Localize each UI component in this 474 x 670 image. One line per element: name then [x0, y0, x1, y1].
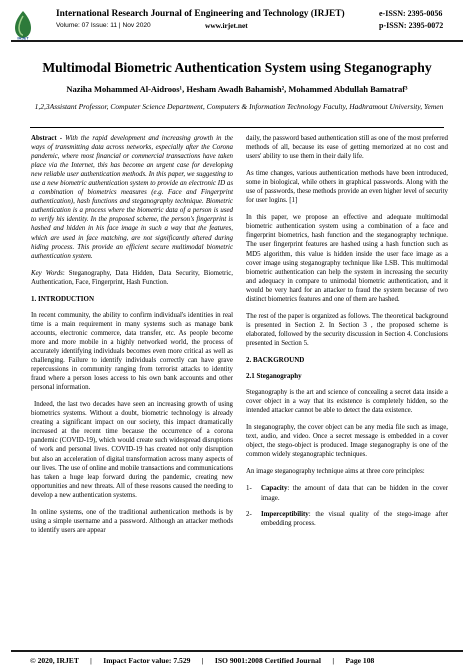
p-issn: p-ISSN: 2395-0072 — [379, 21, 444, 30]
list-item — [246, 484, 448, 502]
list-term: Imperceptibility — [261, 510, 309, 518]
page-header — [0, 0, 474, 50]
page-footer: © 2020, IRJET | Impact Factor value: 7.529 | ISO 9001:2008 Certified Journal | Page 108 — [30, 656, 375, 665]
section-heading-introduction: 1. INTRODUCTION — [31, 294, 95, 303]
journal-website[interactable]: www.irjet.net — [205, 21, 248, 30]
right-paragraph-1: daily, the password based authentication still as one of the most preferred methods of all, because its ease of getting memorized at no cost and users' ability to use them in their daily life. — [246, 135, 449, 161]
affiliation-rule — [30, 127, 444, 128]
abstract-label: Abstract - — [31, 135, 63, 142]
right-paragraph-4: The rest of the paper is organized as follows. The theoretical background is presented in Section 2. In Section 3 , the proposed scheme is elaborated, followed by the security discussion in Section 4. Conclusions presented in Section 5. — [246, 312, 448, 347]
section-heading-background: 2. BACKGROUND — [246, 355, 305, 364]
left-column — [31, 134, 233, 543]
list-number: 2- — [246, 510, 252, 518]
author-affiliation: 1,2,3Assistant Professor, Computer Science Department, Computers & Information Technology Faculty, Hadhramout University, Yemen — [34, 102, 444, 111]
list-text: : the visual quality of the stego-image after embedding process. — [261, 510, 448, 527]
list-term: Capacity — [261, 485, 288, 493]
intro-paragraph-1: In recent community, the ability to confirm individual's identities in real time is a main requirement in many systems such as manage bank accounts, electronic commerce, data transfer, etc. As people become more and more mobile in a highly networked world, the process of accurately identifying individuals becomes even more critical as well as challenging. Failure to identify individuals correctly can have grave repercussions in community ranging from terrorist attacks to identity fraud where a person loses access to his own bank accounts and other personal information. — [31, 311, 233, 392]
abstract — [31, 134, 233, 261]
logo-text: IRJET — [17, 35, 29, 40]
right-column — [246, 134, 448, 535]
list-text: : the amount of data that can be hidden in the cover image. — [261, 485, 448, 502]
steganography-paragraph-3: An image steganography technique aims at three core principles: — [246, 468, 425, 476]
list-number: 1- — [246, 485, 252, 493]
paper-authors: Naziha Mohammed Al-Aidroos¹, Hesham Awadh Bahamish², Mohammed Abdullah Bamatraf³ — [66, 84, 408, 94]
e-issn: e-ISSN: 2395-0056 — [379, 9, 443, 18]
keywords — [31, 269, 233, 287]
steganography-paragraph-2: In steganography, the cover object can be any media file such as image, text, audio, and video. Once a secret message is embedded in a cover object, the stego-object is produced. Image steganography is one of the common widely steganographic techniques. — [246, 424, 448, 459]
abstract-text: With the rapid development and increasing growth in the ways of transmitting data across networks, especially after the Corona pandemic, where most financial or commercial transactions have taken place via the Internet, this has become an urgent case for developing new reliable user authentication methods. In this paper, we suggesting to use a new biometric authentication system to provide an electronic ID as a combination of biometrics measures (e.g. Face and Fingerprint authentication), hash functions and steganography technique. Biometric authentication is a process where the biometric data of a person is used to verify his identity. In the proposed scheme, the person's fingerprint is hashed and hidden in his face image in such a way that the features, which are used in face matching, are not significantly altered during hiding process. This provide an efficient secure multimodal biometric authentication system. — [31, 135, 233, 260]
paper-title: Multimodal Biometric Authentication System using Steganography — [42, 60, 432, 75]
section-heading-steganography: 2.1 Steganography — [246, 372, 302, 381]
volume-line: Volume: 07 Issue: 11 | Nov 2020 — [56, 22, 151, 29]
footer-rule — [11, 650, 463, 652]
steganography-paragraph-1: Steganography is the art and science of concealing a secret data inside a cover object in a way that its existence is completely hidden, so the intended attacker cannot be able to detect the data existence. — [246, 389, 448, 415]
irjet-logo-icon — [11, 10, 35, 40]
principles-list — [246, 484, 448, 527]
keywords-text: : Steganography, Data Hidden, Data Security, Biometric, Authentication, Face, Fingerprint, Hash Function. — [31, 269, 233, 286]
keywords-label: Key Words — [31, 269, 63, 277]
intro-paragraph-2: Indeed, the last two decades have seen an increasing growth of using biometrics systems. Without a doubt, biometric technology is already creating a significant impact on our society, this impact dramatically increased at the recent time because the occurrence of a corona pandemic (COVID-19), which would create such widespread disruptions of work and personal lives. COVID-19 has created not only disruption but also an acceleration of digital transformation across many aspects of our lives. The use of online and mobile transactions and communications has taken a huge leap forward during the pandemic, creating new opportunities and new threats. All of these reasons caused the needing to develop a new authentication systems. — [31, 401, 233, 499]
intro-paragraph-3: In online systems, one of the traditional authentication methods is by using a simple username and a password. Although an attacker methods to identify users are appear — [31, 508, 233, 534]
header-rule — [11, 40, 463, 42]
right-paragraph-3: In this paper, we propose an effective and adequate multimodal biometric authentication system using a combination of a face and fingerprint biometrics, hash function and the steganography technique. The user fingerprint features are hashed using a hash function such as MD5 algorithm, this value is hidden inside the user face image as a cover image using steganography technique like LSB. This multimodal biometric authentication can help the system in increasing the security and adequacy in compare to unimodal biometric authentication, and it would be very hard for an attacker to fraud the system because of two distinct biometrics features and one of them are hashed. — [246, 214, 448, 303]
right-paragraph-2: As time changes, various authentication methods have been introduced, some in biological, while others in graphical passwords. Along with the use of passwords, these methods provide an even higher level of security for user logins. [1] — [246, 170, 448, 205]
list-item — [246, 510, 448, 528]
journal-name: International Research Journal of Engineering and Technology (IRJET) — [56, 9, 345, 19]
